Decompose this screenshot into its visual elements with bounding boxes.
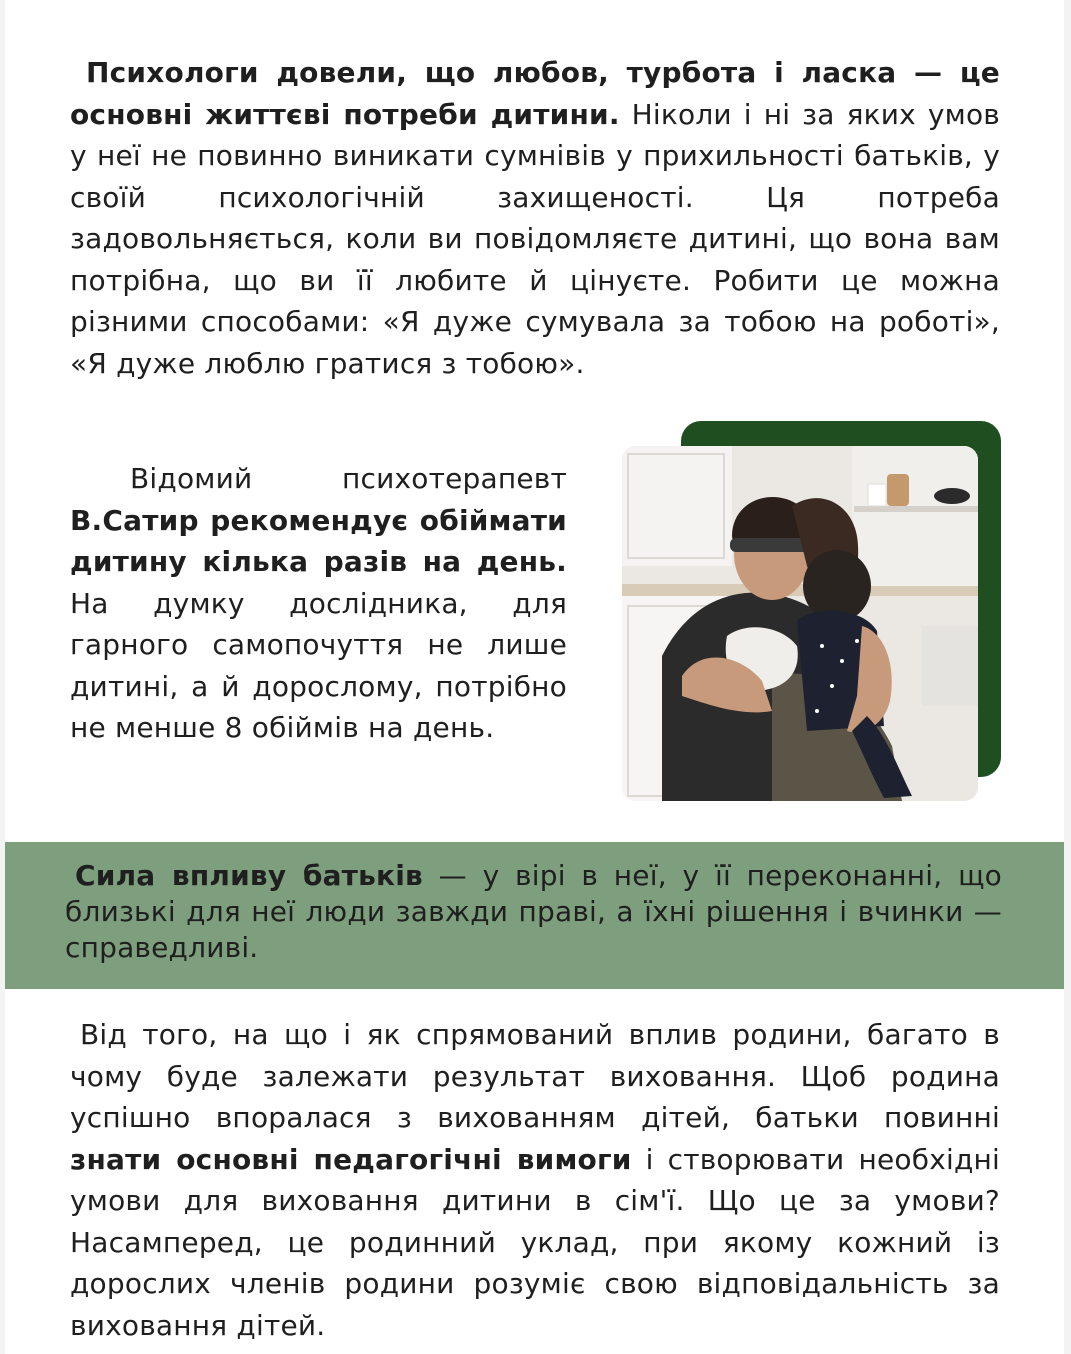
page [5,0,1064,1354]
paragraph-love-care-bold: Психологи довели, що любов, турбота і ласка — це основні життєві потреби дитини. [70,56,1000,131]
paragraph-family-influence-text-before: Від того, на що і як спрямований вплив родини, багато в чому буде залежати результат виховання. Щоб родина успішно впоралася з вихованням дітей, батьки повинні [70,1018,1000,1134]
paragraph-satir-bold: В.Сатир рекомендує обіймати дитину кілька разів на день. [70,503,567,578]
paragraph-love-care-text: Ніколи і ні за яких умов у неї не повинно виникати сумнівів у прихильності батьків, у своїй психологічній захищеності. Ця потреба задовольняється, коли ви повідомляєте дитині, що вона вам потрібна, що ви її любите й цінуєте. Робити це можна різними способами: «Я дуже сумувала за тобою на роботі», «Я дуже люблю гратися з тобою». [70,97,1000,380]
paragraph-family-influence-text-after: і створювати необхідні умови для виховання дитини в сім'ї. Що це за умови? Насамперед, це родинний уклад, при якому кожний із дорослих членів родини розуміє свою відповідальність за виховання дітей. [70,1142,1000,1342]
paragraph-satir [70,458,567,749]
paragraph-family-influence [70,1014,1000,1346]
paragraph-satir-text: На думку дослідника, для гарного самопочуття не лише дитині, а й дорослому, потрібно не менше 8 обіймів на день. [70,586,567,744]
paragraph-satir-intro: Відомий психотерапевт [130,462,567,495]
highlight-text: — у вірі в неї, у її переконанні, що близькі для неї люди завжди праві, а їхні рішення і вчинки — справедливі. [65,859,1003,964]
highlight-paragraph [65,858,1002,966]
highlight-bold: Сила впливу батьків [75,859,423,892]
paragraph-love-care [70,52,1000,384]
paragraph-family-influence-bold: знати основні педагогічні вимоги [70,1142,632,1176]
family-hug-photo [622,446,978,801]
